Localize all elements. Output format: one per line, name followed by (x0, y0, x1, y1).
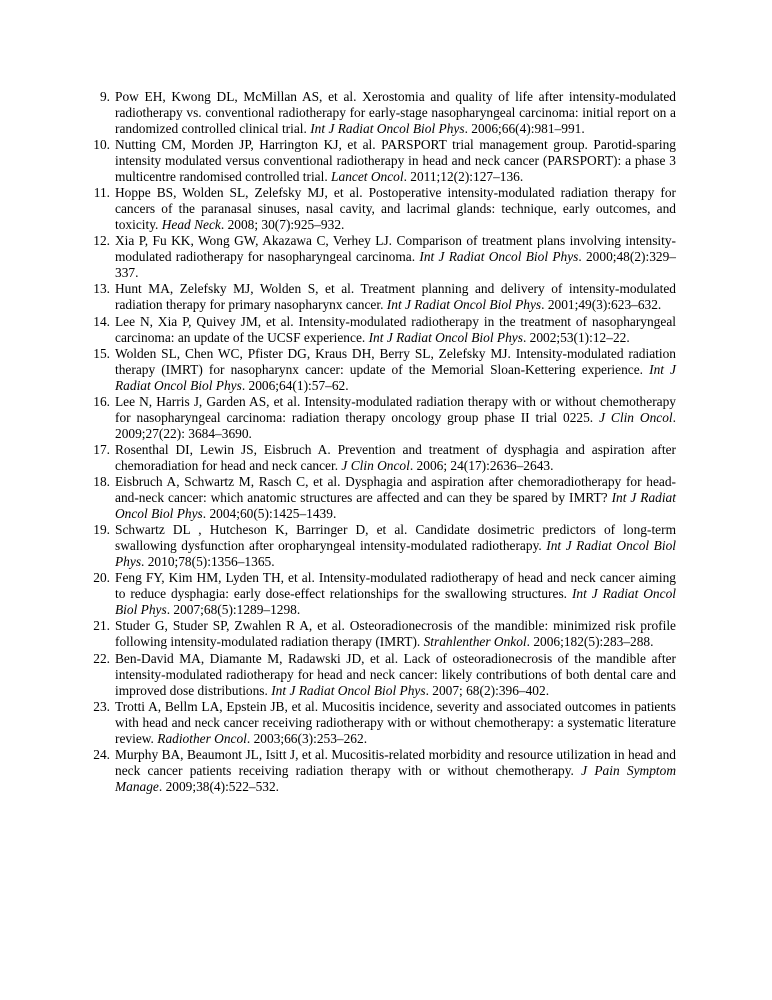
reference-text: Rosenthal DI, Lewin JS, Eisbruch A. Prevention and treatment of dysphagia and aspiration after chemoradiation for head and neck cancer. J Clin Oncol. 2006; 24(17):2636–2643. (115, 441, 676, 473)
reference-text: Pow EH, Kwong DL, McMillan AS, et al. Xerostomia and quality of life after intensity-modulated radiotherapy vs. conventional radiotherapy for early-stage nasopharyngeal carcinoma: initial report on a randomized controlled clinical trial. Int J Radiat Oncol Biol Phys. 2006;66(4):981–991. (115, 89, 676, 136)
reference-number: 10. (93, 137, 110, 153)
reference-item (88, 89, 676, 137)
reference-number: 18. (93, 474, 110, 490)
reference-number: 13. (93, 281, 110, 297)
journal-name: J Clin Oncol (599, 409, 673, 425)
reference-text: Studer G, Studer SP, Zwahlen R A, et al. Osteoradionecrosis of the mandible: minimized risk profile following intensity-modulated radiation therapy (IMRT). Strahlenther Onkol. 2006;182(5):283–288. (115, 618, 676, 650)
reference-number: 15. (93, 345, 110, 361)
journal-name: J Pain Symptom Manage (115, 762, 676, 794)
reference-text: Eisbruch A, Schwartz M, Rasch C, et al. Dysphagia and aspiration after chemoradiotherapy for head-and-neck cancer: which anatomic structures are affected and can they be spared by IMRT? Int J Radiat Oncol Biol Phys. 2004;60(5):1425–1439. (115, 474, 676, 522)
reference-text: Murphy BA, Beaumont JL, Isitt J, et al. Mucositis-related morbidity and resource utilization in head and neck cancer patients receiving radiation therapy with or without chemotherapy. J Pain Symptom Manage. 2009;38(4):522–532. (115, 746, 676, 794)
reference-item (88, 651, 676, 699)
reference-text: Hoppe BS, Wolden SL, Zelefsky MJ, et al. Postoperative intensity-modulated radiation therapy for cancers of the paranasal sinuses, nasal cavity, and lacrimal glands: technique, early outcomes, and toxicity. Head Neck. 2008; 30(7):925–932. (115, 185, 676, 233)
journal-name: Int J Radiat Oncol Biol Phys (115, 361, 677, 393)
reference-item (88, 474, 676, 522)
reference-number: 14. (93, 313, 110, 329)
reference-text: Trotti A, Bellm LA, Epstein JB, et al. Mucositis incidence, severity and associated outcomes in patients with head and neck cancer receiving radiotherapy with or without chemotherapy: a systematic literature review. Radiother Oncol. 2003;66(3):253–262. (115, 698, 676, 746)
reference-number: 11. (93, 185, 110, 201)
reference-number: 17. (93, 441, 110, 457)
reference-item (88, 618, 676, 650)
reference-number: 22. (93, 650, 110, 666)
reference-number: 21. (93, 618, 110, 634)
journal-name: Int J Radiat Oncol Biol Phys (310, 120, 465, 136)
reference-item (88, 281, 676, 313)
reference-number: 12. (93, 233, 110, 249)
journal-name: Int J Radiat Oncol Biol Phys (368, 329, 523, 345)
reference-number: 24. (93, 746, 110, 762)
journal-name: Radiother Oncol (157, 730, 247, 746)
reference-item (88, 699, 676, 747)
reference-text: Schwartz DL , Hutcheson K, Barringer D, et al. Candidate dosimetric predictors of long-term swallowing dysfunction after oropharyngeal intensity-modulated radiotherapy. Int J Radiat Oncol Biol Phys. 2010;78(5):1356–1365. (115, 522, 676, 570)
reference-text: Xia P, Fu KK, Wong GW, Akazawa C, Verhey LJ. Comparison of treatment plans involving intensity-modulated radiotherapy for nasopharyngeal carcinoma. Int J Radiat Oncol Biol Phys. 2000;48(2):329–337. (115, 233, 676, 281)
journal-name: Lancet Oncol (331, 169, 404, 185)
reference-number: 9. (99, 89, 110, 104)
reference-text: Feng FY, Kim HM, Lyden TH, et al. Intensity-modulated radiotherapy of head and neck cancer aiming to reduce dysphagia: early dose-effect relationships for the swallowing structures. Int J Radiat Oncol Biol Phys. 2007;68(5):1289–1298. (115, 570, 676, 618)
journal-name: Strahlenther Onkol (423, 634, 527, 650)
journal-name: Head Neck (161, 217, 221, 233)
reference-item (88, 570, 676, 618)
reference-item (88, 442, 676, 474)
reference-item (88, 233, 676, 281)
reference-item (88, 394, 676, 442)
reference-item (88, 185, 676, 233)
reference-text: Ben-David MA, Diamante M, Radawski JD, et al. Lack of osteoradionecrosis of the mandible after intensity-modulated radiotherapy for head and neck cancer: likely contributions of both dental care and improved dose distributions. Int J Radiat Oncol Biol Phys. 2007; 68(2):396–402. (115, 650, 676, 698)
reference-text: Lee N, Harris J, Garden AS, et al. Intensity-modulated radiation therapy with or without chemotherapy for nasopharyngeal carcinoma: radiation therapy oncology group phase II trial 0225. J Clin Oncol. 2009;27(22): 3684–3690. (115, 393, 676, 441)
reference-number: 19. (93, 522, 110, 538)
reference-item (88, 137, 676, 185)
reference-item (88, 747, 676, 795)
reference-number: 20. (93, 570, 110, 586)
reference-number: 23. (93, 698, 110, 714)
journal-name: Int J Radiat Oncol Biol Phys (115, 586, 676, 618)
reference-text: Lee N, Xia P, Quivey JM, et al. Intensity-modulated radiotherapy in the treatment of nasopharyngeal carcinoma: an update of the UCSF experience. Int J Radiat Oncol Biol Phys. 2002;53(1):12–22. (115, 313, 676, 345)
reference-item (88, 314, 676, 346)
journal-name: Int J Radiat Oncol Biol Phys (115, 490, 676, 522)
reference-text: Wolden SL, Chen WC, Pfister DG, Kraus DH, Berry SL, Zelefsky MJ. Intensity-modulated radiation therapy (IMRT) for nasopharynx cancer: update of the Memorial Sloan-Kettering experience. Int J Radiat Oncol Biol Phys. 2006;64(1):57–62. (115, 345, 677, 393)
journal-name: Int J Radiat Oncol Biol Phys (419, 249, 579, 265)
reference-list (88, 89, 676, 795)
journal-name: Int J Radiat Oncol Biol Phys (115, 538, 676, 570)
reference-text: Nutting CM, Morden JP, Harrington KJ, et al. PARSPORT trial management group. Parotid-sparing intensity modulated versus conventional radiotherapy in head and neck cancer (PARSPORT): a phase 3 multicentre randomised controlled trial. Lancet Oncol. 2011;12(2):127–136. (115, 137, 676, 185)
reference-number: 16. (93, 393, 110, 409)
reference-item (88, 522, 676, 570)
journal-name: J Clin Oncol (341, 457, 410, 473)
journal-name: Int J Radiat Oncol Biol Phys (271, 682, 426, 698)
reference-item (88, 346, 676, 394)
reference-text: Hunt MA, Zelefsky MJ, Wolden S, et al. Treatment planning and delivery of intensity-modulated radiation therapy for primary nasopharynx cancer. Int J Radiat Oncol Biol Phys. 2001;49(3):623–632. (115, 281, 676, 313)
journal-name: Int J Radiat Oncol Biol Phys (386, 297, 542, 313)
